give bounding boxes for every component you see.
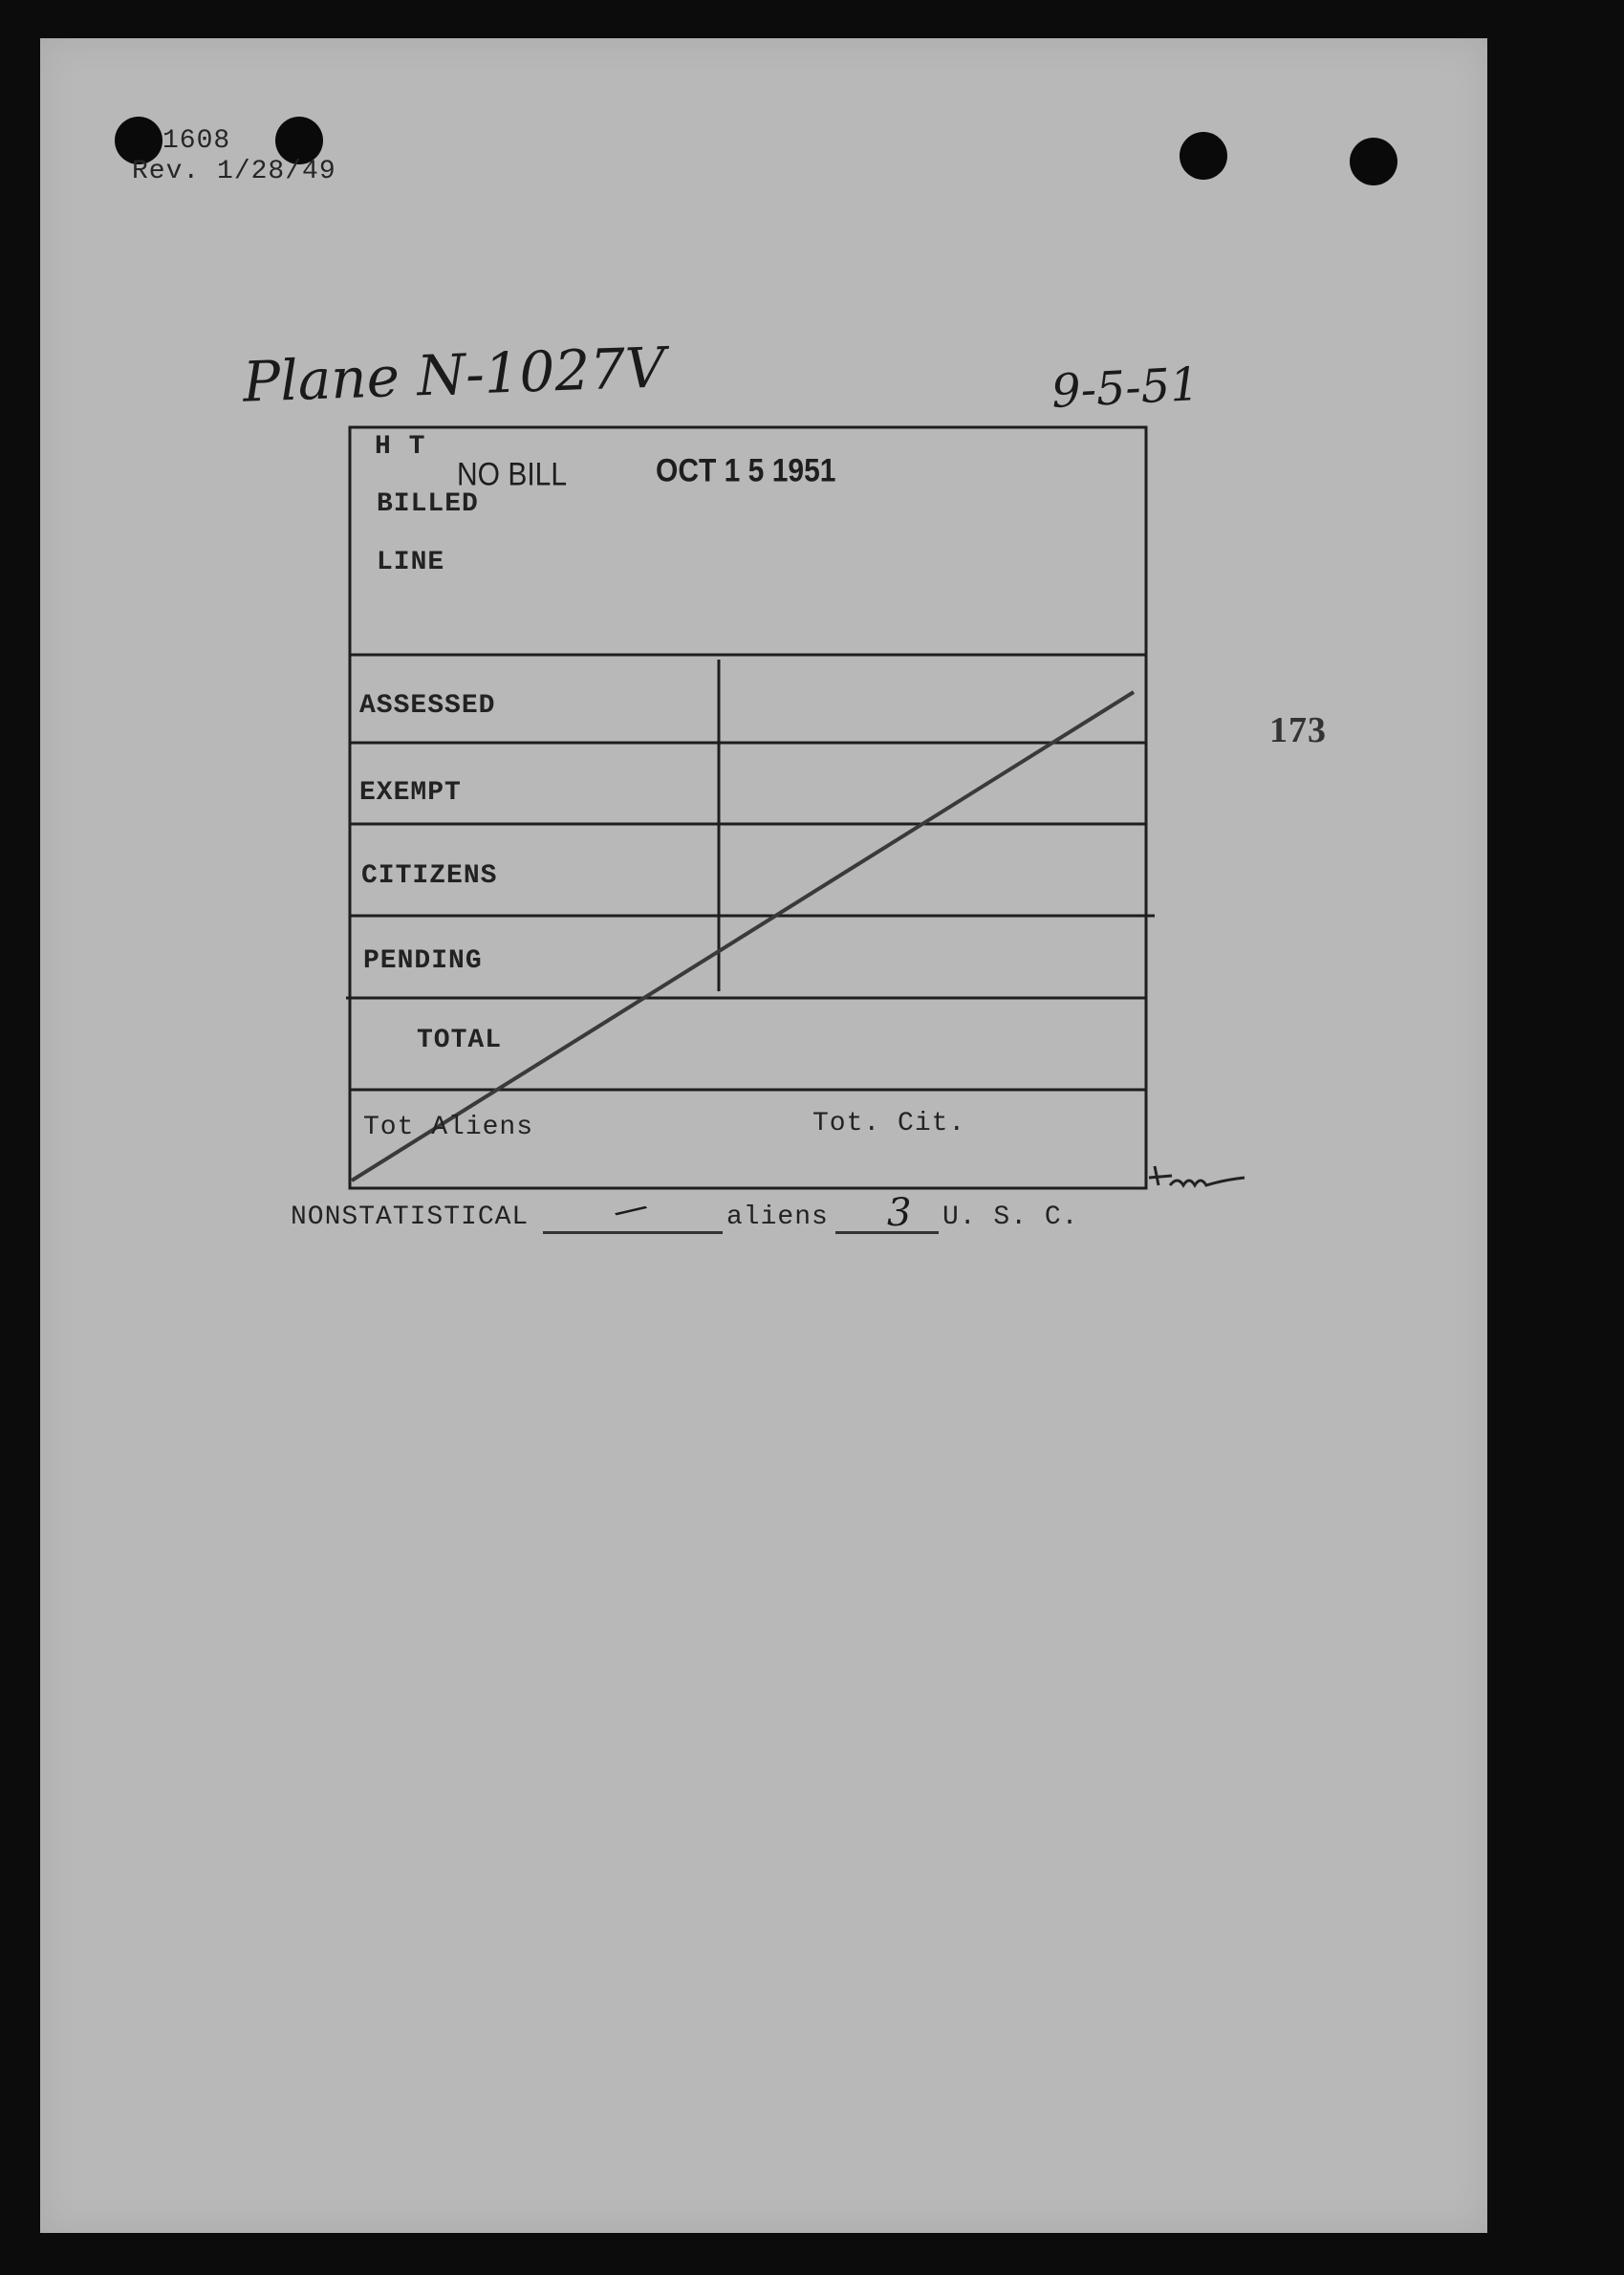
page-number: 173 [1269, 710, 1327, 750]
label-tot-aliens: Tot Aliens [363, 1113, 534, 1142]
label-tot-cit: Tot. Cit. [812, 1109, 966, 1138]
label-assessed: ASSESSED [359, 691, 496, 721]
label-usc: U. S. C. [942, 1202, 1079, 1232]
date-handwritten: 9-5-51 [1050, 357, 1201, 420]
label-nonstatistical: NONSTATISTICAL [291, 1202, 530, 1232]
label-total: TOTAL [417, 1026, 503, 1055]
plane-handwritten: Plane N-1027V [241, 335, 667, 415]
label-citizens: CITIZENS [361, 861, 498, 891]
label-pending: PENDING [363, 946, 483, 976]
label-ht: H T [375, 432, 426, 462]
aliens-count-mark: / [612, 1193, 650, 1228]
document-page [40, 38, 1487, 2233]
cancel-diagonal-line [352, 692, 1134, 1181]
stamp-date: OCT 1 5 1951 [656, 452, 836, 489]
form-number: 1608 [162, 126, 231, 156]
label-aliens: aliens [726, 1202, 829, 1232]
form-revision: Rev. 1/28/49 [132, 157, 336, 186]
usc-count: 3 [887, 1191, 912, 1235]
label-billed: BILLED [377, 489, 479, 519]
no-bill-stamp: NO BILL [457, 456, 568, 493]
label-line: LINE [377, 548, 445, 577]
aliens-blank [543, 1227, 723, 1234]
form-grid [40, 38, 1487, 2233]
label-exempt: EXEMPT [359, 778, 462, 808]
